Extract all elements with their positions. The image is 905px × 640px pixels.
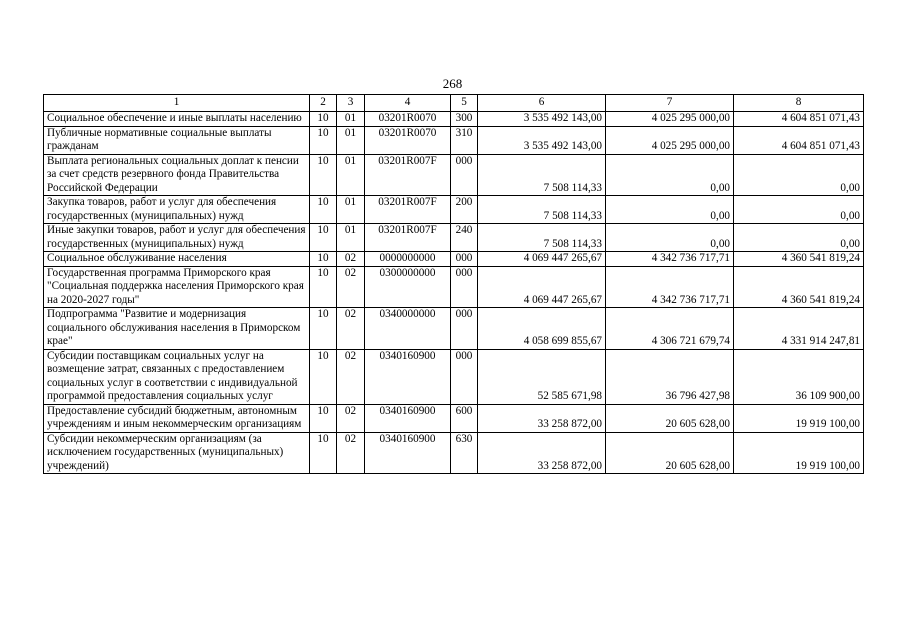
amount-col6-cell: 3 535 492 143,00: [478, 126, 606, 154]
target-code-cell: 0300000000: [365, 266, 451, 308]
expense-type-cell: 310: [451, 126, 478, 154]
amount-col8-cell: 19 919 100,00: [734, 404, 864, 432]
section-cell: 10: [310, 196, 337, 224]
amount-col7-cell: 4 342 736 717,71: [606, 266, 734, 308]
column-header: 5: [451, 95, 478, 112]
section-cell: 10: [310, 252, 337, 267]
amount-col8-cell: 0,00: [734, 154, 864, 196]
row-name-cell: Предоставление субсидий бюджетным, автономным учреждениям и иным некоммерческим организациям: [44, 404, 310, 432]
section-cell: 10: [310, 224, 337, 252]
row-name-cell: Подпрограмма "Развитие и модернизация социального обслуживания населения в Приморском крае": [44, 308, 310, 350]
amount-col7-cell: 0,00: [606, 224, 734, 252]
subsection-cell: 01: [337, 112, 365, 127]
amount-col6-cell: 33 258 872,00: [478, 432, 606, 474]
table-row: [44, 112, 864, 127]
amount-col8-cell: 36 109 900,00: [734, 349, 864, 404]
amount-col6-cell: 7 508 114,33: [478, 154, 606, 196]
page-number: 268: [442, 76, 463, 91]
amount-col7-cell: 20 605 628,00: [606, 432, 734, 474]
table-row: [44, 266, 864, 308]
expense-type-cell: 200: [451, 196, 478, 224]
amount-col7-cell: 0,00: [606, 196, 734, 224]
table-row: [44, 126, 864, 154]
table-row: [44, 432, 864, 474]
section-cell: 10: [310, 432, 337, 474]
amount-col6-cell: 4 069 447 265,67: [478, 252, 606, 267]
amount-col6-cell: 52 585 671,98: [478, 349, 606, 404]
table-row: [44, 349, 864, 404]
row-name-cell: Социальное обслуживание населения: [44, 252, 310, 267]
table-row: [44, 252, 864, 267]
amount-col6-cell: 3 535 492 143,00: [478, 112, 606, 127]
amount-col7-cell: 4 025 295 000,00: [606, 112, 734, 127]
amount-col8-cell: 4 604 851 071,43: [734, 126, 864, 154]
amount-col8-cell: 4 360 541 819,24: [734, 266, 864, 308]
row-name-cell: Государственная программа Приморского края "Социальная поддержка населения Приморского края на 2020-2027 годы": [44, 266, 310, 308]
table-header-row: [44, 95, 864, 112]
subsection-cell: 02: [337, 252, 365, 267]
amount-col8-cell: 4 360 541 819,24: [734, 252, 864, 267]
column-header: 1: [44, 95, 310, 112]
amount-col7-cell: 4 025 295 000,00: [606, 126, 734, 154]
column-header: 7: [606, 95, 734, 112]
amount-col7-cell: 20 605 628,00: [606, 404, 734, 432]
amount-col7-cell: 0,00: [606, 154, 734, 196]
target-code-cell: 0340160900: [365, 404, 451, 432]
column-header: 2: [310, 95, 337, 112]
target-code-cell: 0340160900: [365, 349, 451, 404]
column-header: 6: [478, 95, 606, 112]
target-code-cell: 0340160900: [365, 432, 451, 474]
subsection-cell: 02: [337, 404, 365, 432]
expense-type-cell: 300: [451, 112, 478, 127]
expense-type-cell: 630: [451, 432, 478, 474]
expense-type-cell: 000: [451, 349, 478, 404]
target-code-cell: 03201R007F: [365, 224, 451, 252]
table-row: [44, 196, 864, 224]
expense-type-cell: 000: [451, 266, 478, 308]
amount-col6-cell: 7 508 114,33: [478, 224, 606, 252]
table-row: [44, 308, 864, 350]
target-code-cell: 03201R007F: [365, 196, 451, 224]
section-cell: 10: [310, 126, 337, 154]
expense-type-cell: 000: [451, 154, 478, 196]
expense-type-cell: 240: [451, 224, 478, 252]
amount-col8-cell: 19 919 100,00: [734, 432, 864, 474]
section-cell: 10: [310, 349, 337, 404]
row-name-cell: Иные закупки товаров, работ и услуг для обеспечения государственных (муниципальных) нужд: [44, 224, 310, 252]
expense-type-cell: 000: [451, 308, 478, 350]
section-cell: 10: [310, 266, 337, 308]
amount-col6-cell: 33 258 872,00: [478, 404, 606, 432]
target-code-cell: 03201R0070: [365, 126, 451, 154]
column-header: 3: [337, 95, 365, 112]
subsection-cell: 02: [337, 308, 365, 350]
expense-type-cell: 000: [451, 252, 478, 267]
row-name-cell: Социальное обеспечение и иные выплаты населению: [44, 112, 310, 127]
budget-table: [43, 94, 864, 474]
subsection-cell: 01: [337, 126, 365, 154]
expense-type-cell: 600: [451, 404, 478, 432]
column-header: 8: [734, 95, 864, 112]
amount-col6-cell: 7 508 114,33: [478, 196, 606, 224]
section-cell: 10: [310, 112, 337, 127]
table-row: [44, 224, 864, 252]
subsection-cell: 02: [337, 349, 365, 404]
subsection-cell: 01: [337, 196, 365, 224]
row-name-cell: Закупка товаров, работ и услуг для обеспечения государственных (муниципальных) нужд: [44, 196, 310, 224]
section-cell: 10: [310, 308, 337, 350]
row-name-cell: Субсидии некоммерческим организациям (за исключением государственных (муниципальных) учреждений): [44, 432, 310, 474]
table-row: [44, 154, 864, 196]
table-row: [44, 404, 864, 432]
section-cell: 10: [310, 154, 337, 196]
amount-col8-cell: 4 331 914 247,81: [734, 308, 864, 350]
column-header: 4: [365, 95, 451, 112]
amount-col7-cell: 4 342 736 717,71: [606, 252, 734, 267]
subsection-cell: 02: [337, 266, 365, 308]
target-code-cell: 0340000000: [365, 308, 451, 350]
row-name-cell: Публичные нормативные социальные выплаты гражданам: [44, 126, 310, 154]
subsection-cell: 01: [337, 154, 365, 196]
amount-col7-cell: 36 796 427,98: [606, 349, 734, 404]
subsection-cell: 02: [337, 432, 365, 474]
amount-col8-cell: 0,00: [734, 196, 864, 224]
subsection-cell: 01: [337, 224, 365, 252]
amount-col8-cell: 0,00: [734, 224, 864, 252]
section-cell: 10: [310, 404, 337, 432]
target-code-cell: 03201R0070: [365, 112, 451, 127]
amount-col6-cell: 4 058 699 855,67: [478, 308, 606, 350]
amount-col7-cell: 4 306 721 679,74: [606, 308, 734, 350]
row-name-cell: Выплата региональных социальных доплат к пенсии за счет средств резервного фонда Правительства Российской Федерации: [44, 154, 310, 196]
target-code-cell: 03201R007F: [365, 154, 451, 196]
row-name-cell: Субсидии поставщикам социальных услуг на возмещение затрат, связанных с предоставлением социальных услуг в соответствии с индивидуальной программой предоставления социальных услуг: [44, 349, 310, 404]
amount-col8-cell: 4 604 851 071,43: [734, 112, 864, 127]
amount-col6-cell: 4 069 447 265,67: [478, 266, 606, 308]
target-code-cell: 0000000000: [365, 252, 451, 267]
